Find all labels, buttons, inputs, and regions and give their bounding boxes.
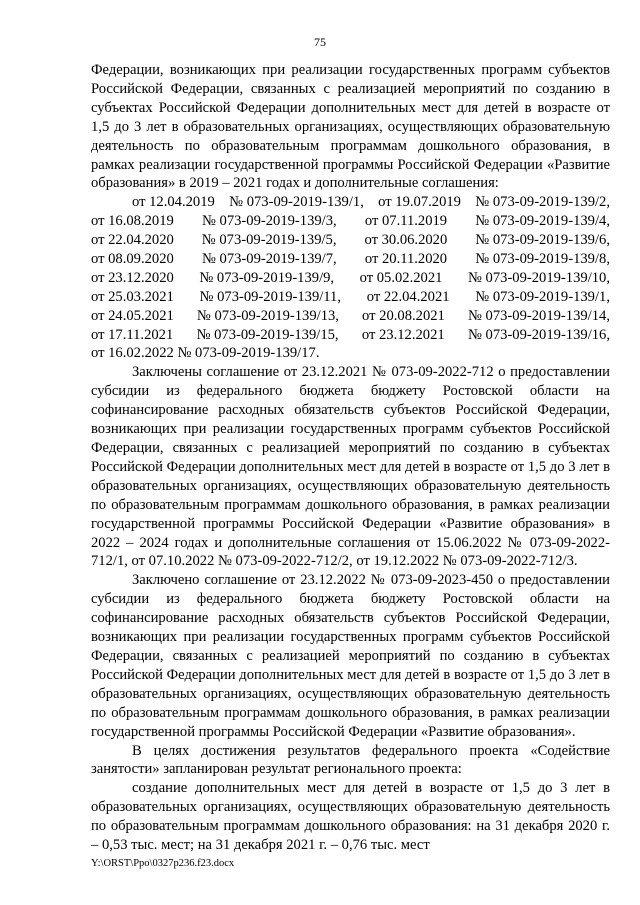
agreements-list (91, 193, 610, 363)
agreement-row (91, 326, 610, 345)
agreement-date: от 23.12.2020 (91, 269, 174, 286)
paragraph-intro: Федерации, возникающих при реализации государственных программ субъектов Российской Федерации, связанных с реализацией мероприятий по созданию в субъектах Российской Федерации дополнительных мест для детей в возрасте от 1,5 до 3 лет в образовательных организациях, осуществляющих образовательную деятельность по образовательным программам дошкольного образования, в рамках реализации государственной программы Российской Федерации «Развитие образования» в 2019 – 2021 годах и дополнительные соглашения: (91, 62, 610, 192)
agreement-date: от 24.05.2021 (91, 307, 174, 324)
agreement-number: № 073-09-2019-139/10, (467, 269, 610, 286)
agreement-date: от 16.08.2019 (91, 213, 174, 230)
agreement-number: № 073-09-2019-139/9, (199, 269, 335, 286)
agreement-date: от 17.11.2021 (91, 326, 174, 343)
agreement-row (91, 250, 610, 269)
agreement-number: № 073-09-2019-139/1, (229, 194, 364, 211)
agreement-number: № 073-09-2019-139/8, (475, 251, 610, 268)
paragraph-result: создание дополнительных мест для детей в возрасте от 1,5 до 3 лет в образовательных организациях, осуществляющих образовательную деятельность по образовательным программам дошкольного образования: на 31 декабря 2020 г. – 0,53 тыс. мест; на 31 декабря 2021 г. – 0,76 тыс. мест (91, 780, 610, 854)
agreement-date: от 20.11.2020 (364, 251, 448, 268)
agreement-last: от 16.02.2022 № 073-09-2019-139/17. (91, 345, 320, 362)
agreement-date: от 22.04.2021 (366, 288, 450, 305)
agreement-date: от 19.07.2019 (378, 194, 461, 211)
agreement-date: от 30.06.2020 (364, 232, 448, 249)
agreement-row (91, 288, 610, 307)
agreement-date: от 25.03.2021 (91, 288, 174, 305)
agreement-number: № 073-09-2019-139/14, (467, 307, 610, 324)
agreement-number: № 073-09-2019-139/1, (475, 288, 610, 305)
agreement-number: № 073-09-2019-139/2, (475, 194, 610, 211)
agreement-date: от 20.08.2021 (362, 307, 445, 324)
agreement-row (91, 193, 610, 212)
agreement-number: № 073-09-2019-139/13, (196, 307, 339, 324)
agreement-date: от 23.12.2021 (361, 326, 445, 343)
paragraph-agreement-2022: Заключены соглашение от 23.12.2021 № 073-09-2022-712 о предоставлении субсидии из федерального бюджета бюджету Ростовской области на софинансирование расходных обязательств субъектов Российской Федерации, возникающих при реализации государственных программ субъектов Российской Федерации, связанных с реализацией мероприятий по созданию в субъектах Российской Федерации дополнительных мест для детей в возрасте от 1,5 до 3 лет в образовательных организациях, осуществляющих образовательную деятельность по образовательным программам дошкольного образования, в рамках реализации государственной программы Российской Федерации «Развитие образования» в 2022 – 2024 годах и дополнительные соглашения от 15.06.2022 № 073-09-2022-712/1, от 07.10.2022 № 073-09-2022-712/2, от 19.12.2022 № 073-09-2022-712/3. (91, 364, 610, 570)
file-path-footer: Y:\ORST\Ppo\0327p236.f23.docx (91, 858, 235, 869)
agreement-number: № 073-09-2019-139/16, (467, 326, 610, 343)
document-body (91, 61, 610, 855)
agreement-date: от 05.02.2021 (359, 269, 443, 286)
agreement-number: № 073-09-2019-139/5, (201, 232, 337, 249)
agreement-row (91, 269, 610, 288)
agreement-number: № 073-09-2019-139/11, (199, 288, 342, 305)
agreement-row (91, 231, 610, 250)
agreement-date: от 12.04.2019 (132, 194, 215, 211)
page-number: 75 (314, 35, 326, 49)
agreement-row (91, 212, 610, 231)
agreement-number: № 073-09-2019-139/15, (196, 326, 339, 343)
agreement-date: от 07.11.2019 (364, 213, 448, 230)
agreement-number: № 073-09-2019-139/6, (475, 232, 610, 249)
agreement-date: от 08.09.2020 (91, 251, 174, 268)
paragraph-agreement-2023: Заключено соглашение от 23.12.2022 № 073-09-2023-450 о предоставлении субсидии из федерального бюджета бюджету Ростовской области на софинансирование расходных обязательств субъектов Российской Федерации, возникающих при реализации государственных программ субъектов Российской Федерации, связанных с реализацией мероприятий по созданию в субъектах Российской Федерации дополнительных мест для детей в возрасте от 1,5 до 3 лет в образовательных организациях, осуществляющих образовательную деятельность по образовательным программам дошкольного образования, в рамках реализации государственной программы Российской Федерации «Развитие образования». (91, 572, 610, 740)
agreement-date: от 22.04.2020 (91, 232, 174, 249)
paragraph-goals: В целях достижения результатов федерального проекта «Содействие занятости» запланирован результат регионального проекта: (91, 742, 610, 778)
agreement-number: № 073-09-2019-139/4, (475, 213, 610, 230)
agreement-number: № 073-09-2019-139/7, (201, 251, 337, 268)
agreement-row (91, 307, 610, 326)
agreement-number: № 073-09-2019-139/3, (201, 213, 337, 230)
